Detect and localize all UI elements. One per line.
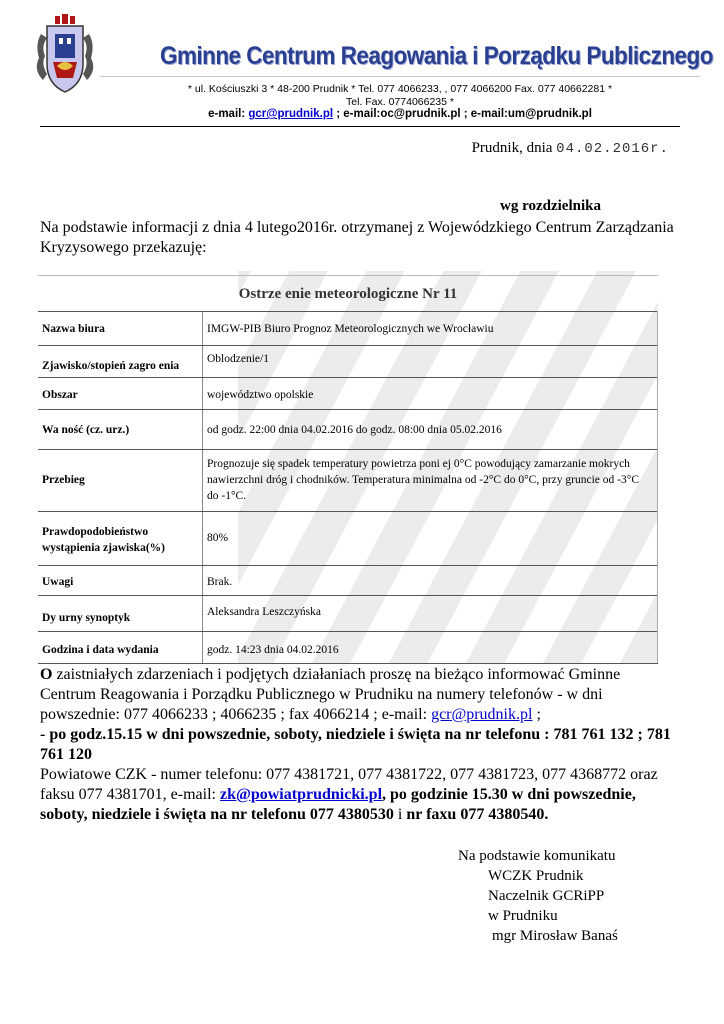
row-label: Prawdopodobieństwo wystąpienia zjawiska(%) bbox=[42, 526, 165, 554]
row-label: Wa ność (cz. urz.) bbox=[42, 424, 130, 436]
signature-block bbox=[458, 846, 618, 946]
row-value: Oblodzenie/1 bbox=[207, 353, 269, 365]
signature-line: Naczelnik GCRiPP bbox=[488, 888, 605, 904]
row-value: IMGW-PIB Biuro Prognoz Meteorologicznych we Wrocławiu bbox=[207, 323, 494, 335]
row-label: Przebieg bbox=[42, 474, 85, 486]
warning-title: Ostrze enie meteorologiczne Nr 11 bbox=[238, 286, 458, 302]
paragraph-pczk: Powiatowe CZK - numer telefonu: 077 4381721, 077 4381722, 077 4381723, 077 4368772 oraz faksu 077 4381701, e-mail: zk@powiatprudnicki.pl, po godzinie 15.30 w dni powszednie, soboty, niedziele i święta na nr telefonu 077 4380530 i nr faxu 077 4380540. bbox=[40, 766, 658, 823]
table-row bbox=[38, 565, 658, 596]
email-line bbox=[100, 108, 700, 120]
paragraph-notify: O zaistniałych zdarzeniach i podjętych działaniach proszę na bieżąco informować Gminne Centrum Reagowania i Porządku Publicznego w Prudniku na numery telefonów - w dni powszednie: 077 4066233 ; 4066235 ; fax 4066214 ; e-mail: gcr@prudnik.pl ; bbox=[40, 666, 621, 723]
table-row bbox=[38, 511, 658, 566]
intro-paragraph: Na podstawie informacji z dnia 4 lutego2016r. otrzymanej z Wojewódzkiego Centrum Zarządzania Kryzysowego przekazuję: bbox=[40, 219, 674, 256]
email-prefix: e-mail: bbox=[208, 108, 249, 120]
row-value: Aleksandra Leszczyńska bbox=[207, 606, 321, 618]
row-label: Dy urny synoptyk bbox=[42, 612, 131, 624]
row-value: godz. 14:23 dnia 04.02.2016 bbox=[207, 644, 339, 656]
row-label: Godzina i data wydania bbox=[42, 644, 159, 656]
header-divider bbox=[100, 76, 700, 77]
signature-line: mgr Mirosław Banaś bbox=[492, 928, 618, 944]
address-line: * ul. Kościuszki 3 * 48-200 Prudnik * Tel. 077 4066233, , 077 4066200 Fax. 077 40662281 * bbox=[187, 83, 613, 95]
organization-name: Gminne Centrum Reagowania i Porządku Publicznego bbox=[160, 42, 713, 70]
signature-line: Na podstawie komunikatu bbox=[458, 848, 616, 864]
row-value: Prognozuje się spadek temperatury powietrza poni ej 0°C powodujący zamarzanie mokrych nawierzchni dróg i chodników. Temperatura minimalna od -2°C do 0°C, przy gruncie od -3°C do -1°C. bbox=[207, 458, 639, 502]
date-prefix: Prudnik, dnia bbox=[471, 140, 557, 156]
recipients-note: wg rozdzielnika bbox=[500, 198, 601, 214]
email-rest: ; e-mail:oc@prudnik.pl ; e-mail:um@prudnik.pl bbox=[333, 108, 592, 120]
row-label: Uwagi bbox=[42, 576, 74, 588]
table-row bbox=[38, 449, 658, 512]
row-value: od godz. 22:00 dnia 04.02.2016 do godz. 08:00 dnia 05.02.2016 bbox=[207, 424, 502, 436]
table-row bbox=[38, 377, 658, 410]
email-link-gcr-body[interactable]: gcr@prudnik.pl bbox=[431, 706, 533, 723]
body-text bbox=[40, 665, 680, 825]
table-row bbox=[38, 311, 658, 346]
table-row bbox=[38, 595, 658, 632]
row-value: Brak. bbox=[207, 576, 233, 588]
date-value: 04.02.2016r. bbox=[556, 141, 669, 157]
row-label: Zjawisko/stopień zagro enia bbox=[42, 360, 180, 372]
table-row bbox=[38, 409, 658, 450]
row-value: województwo opolskie bbox=[207, 389, 314, 401]
letterhead-rule bbox=[40, 126, 680, 127]
signature-line: w Prudniku bbox=[488, 908, 558, 924]
email-link-pczk[interactable]: zk@powiatprudnicki.pl bbox=[219, 786, 383, 803]
weather-warning-table bbox=[38, 271, 658, 664]
warning-title-row bbox=[38, 275, 658, 312]
signature-line: WCZK Prudnik bbox=[488, 868, 584, 884]
fax-line: Tel. Fax. 0774066235 * bbox=[346, 96, 454, 108]
row-label: Nazwa biura bbox=[42, 323, 105, 335]
paragraph-after-hours: - po godz.15.15 w dni powszednie, soboty, niedziele i święta na nr telefonu : 781 761 132 ; 781 761 120 bbox=[40, 726, 671, 763]
email-link-gcr[interactable]: gcr@prudnik.pl bbox=[248, 108, 334, 120]
row-value: 80% bbox=[207, 532, 229, 544]
date-line bbox=[472, 140, 669, 157]
drop-letter: O bbox=[40, 666, 53, 683]
row-label: Obszar bbox=[42, 389, 78, 401]
coat-of-arms-logo bbox=[33, 14, 97, 96]
table-row bbox=[38, 345, 658, 378]
table-row bbox=[38, 631, 658, 664]
